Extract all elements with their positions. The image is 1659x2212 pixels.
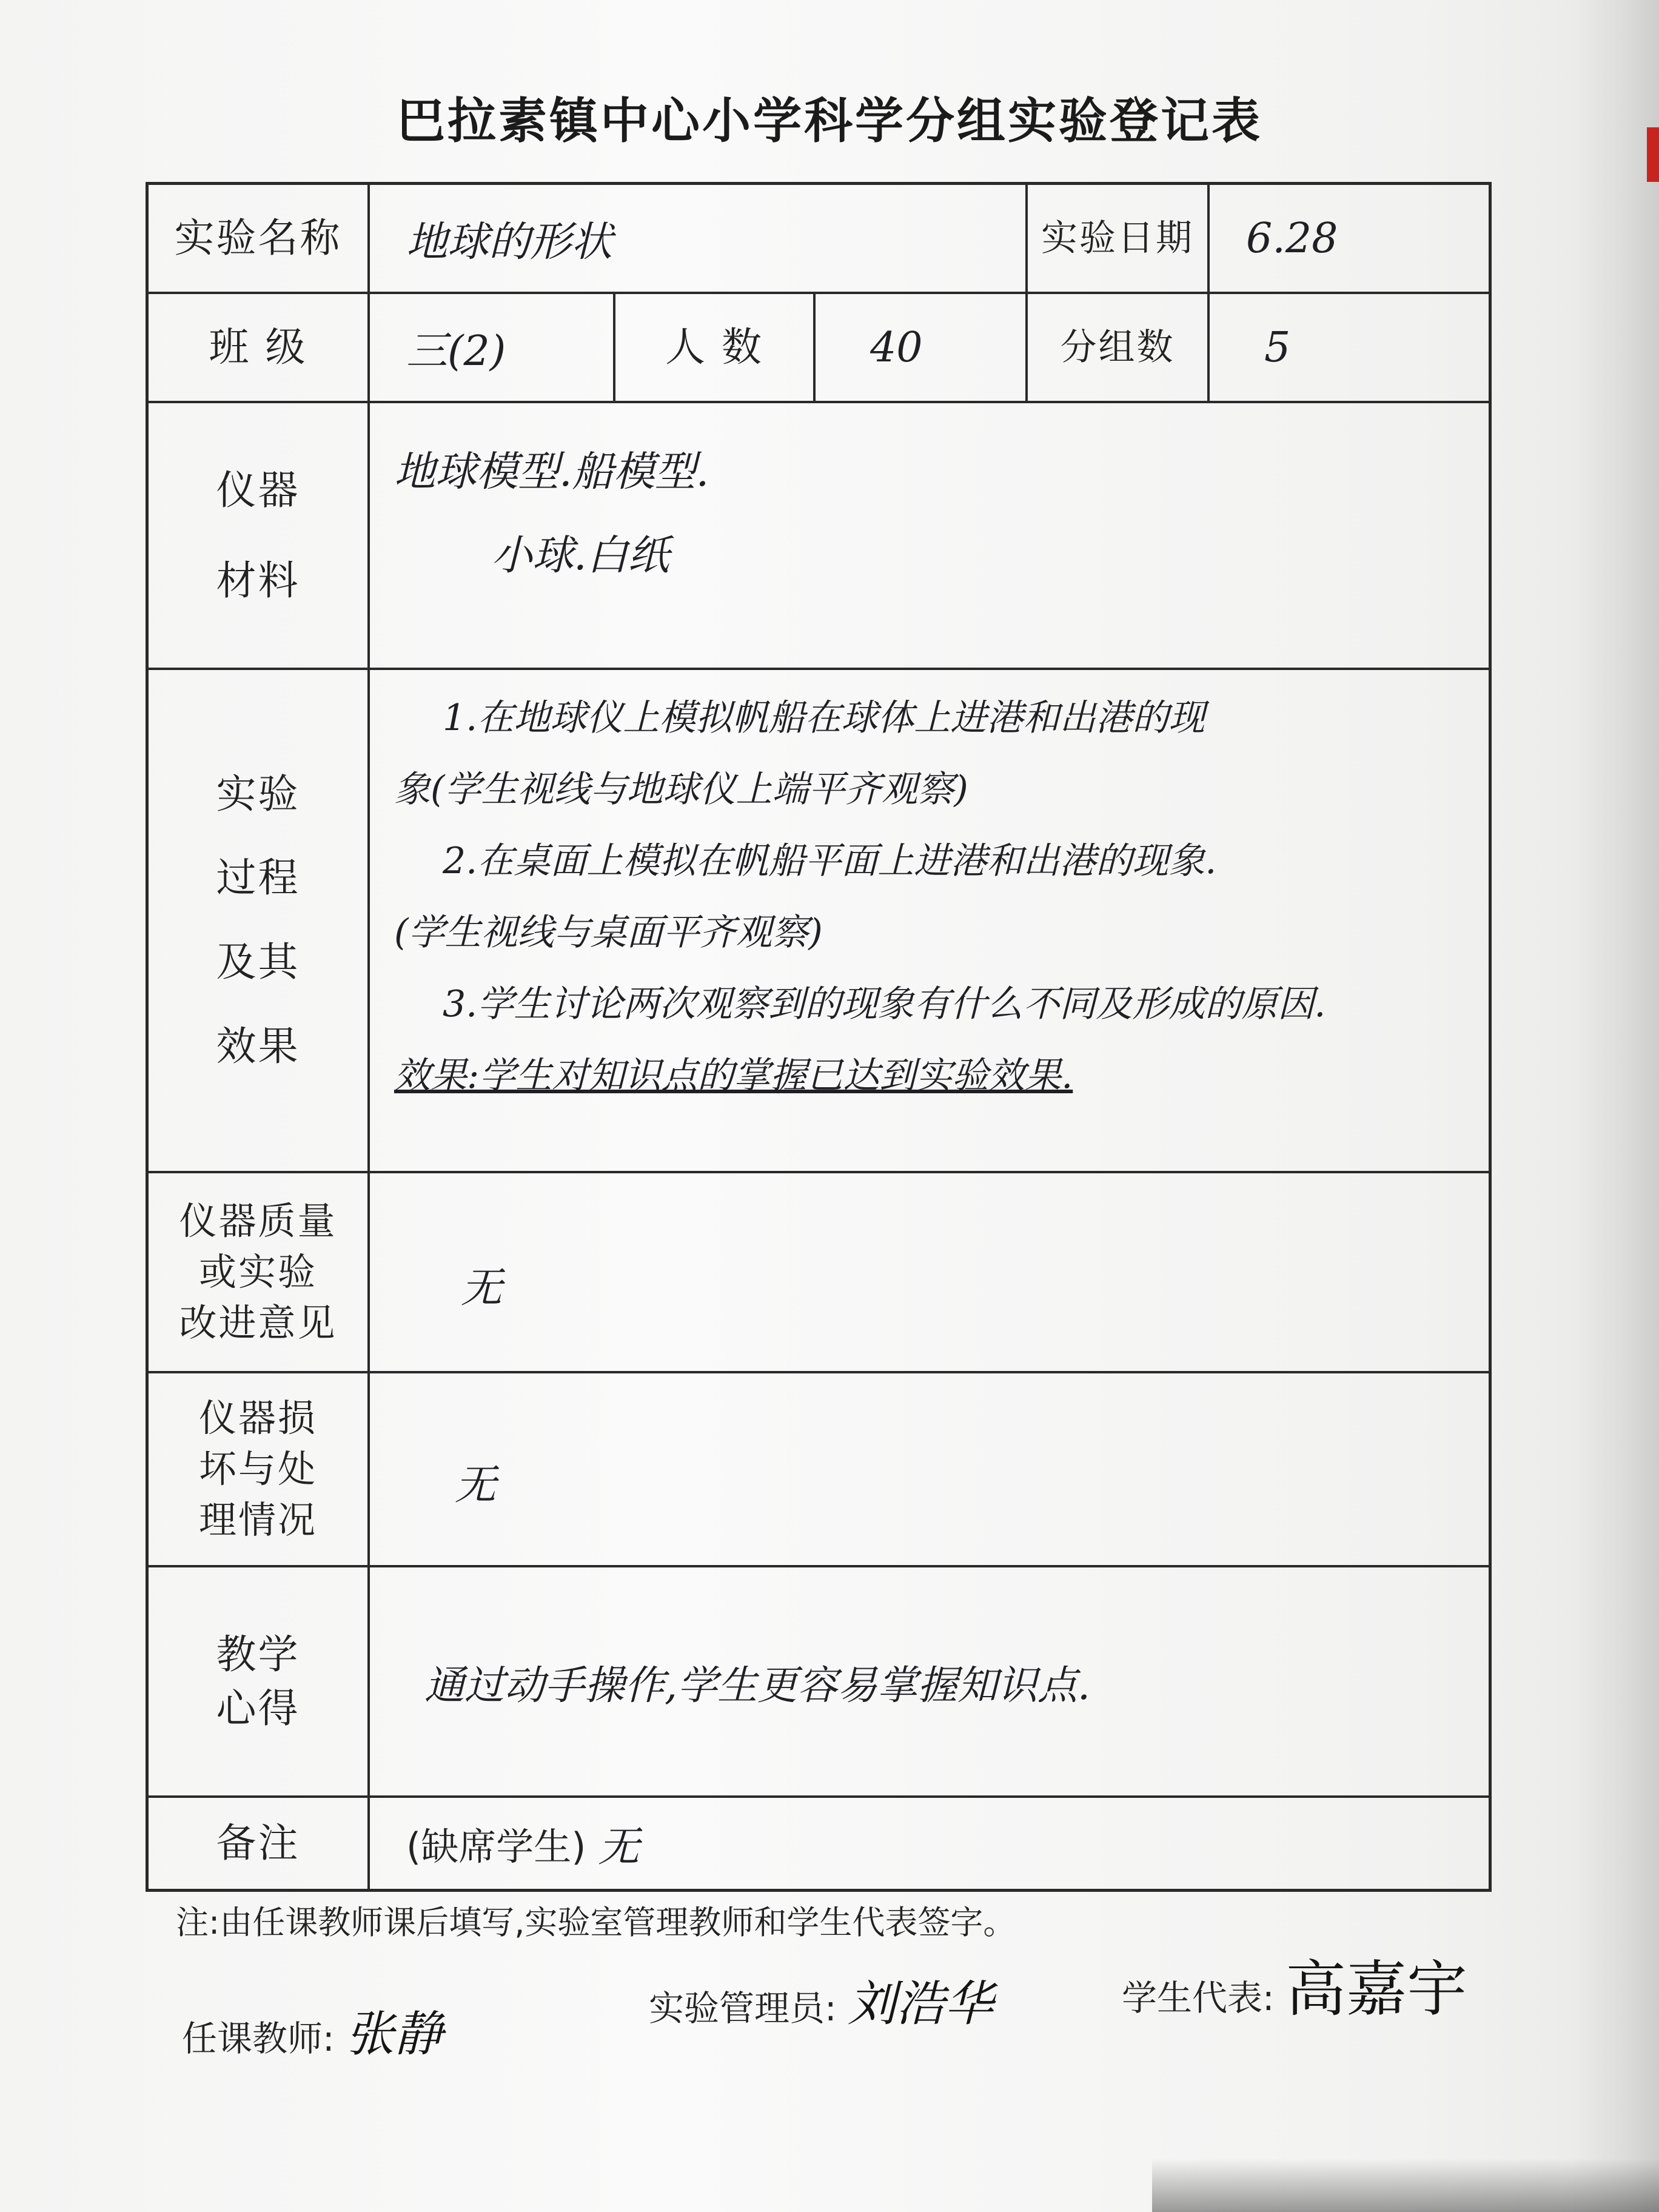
- teacher-label: 任课教师:: [182, 2018, 335, 2059]
- quality-value[interactable]: [370, 1173, 1489, 1371]
- experiment-date-value[interactable]: [1210, 185, 1489, 292]
- process-label-line-4: 效果: [216, 1022, 300, 1070]
- form-title: 巴拉素镇中心小学科学分组实验登记表: [397, 93, 1262, 149]
- materials-label-line-2: 材料: [216, 557, 300, 604]
- process-label: [149, 670, 370, 1171]
- row-class: [149, 294, 1489, 403]
- quality-label-line-3: 改进意见: [179, 1300, 337, 1345]
- materials-line-1: 地球模型.船模型.: [394, 448, 709, 496]
- groups-label: 分组数: [1028, 294, 1210, 401]
- process-line-4: (学生视线与桌面平齐观察): [394, 911, 823, 954]
- reflection-label: [149, 1567, 370, 1795]
- registration-table: [146, 182, 1492, 1892]
- teacher-signature[interactable]: 张静: [345, 2006, 443, 2062]
- process-label-line-2: 过程: [216, 854, 300, 902]
- student-rep-label: 学生代表:: [1122, 1977, 1275, 2019]
- process-label-line-3: 及其: [216, 939, 300, 985]
- materials-value[interactable]: [370, 403, 1489, 668]
- reflection-label-line-2: 心得: [216, 1685, 300, 1732]
- process-effect: 效果:学生对知识点的掌握已达到实验效果.: [394, 1054, 1073, 1097]
- class-label: 班 级: [149, 294, 370, 401]
- materials-label-line-1: 仪器: [216, 466, 300, 514]
- damage-value[interactable]: [370, 1373, 1489, 1565]
- damage-text: 无: [455, 1461, 497, 1509]
- row-quality: [149, 1173, 1489, 1373]
- headcount-text: 40: [870, 323, 923, 372]
- row-process: [149, 670, 1489, 1173]
- process-line-2: 象(学生视线与地球仪上端平齐观察): [394, 768, 968, 811]
- headcount-label: 人 数: [615, 294, 816, 401]
- quality-label-line-1: 仪器质量: [179, 1199, 337, 1244]
- headcount-value[interactable]: [816, 294, 1028, 401]
- experiment-date-label: 实验日期: [1028, 185, 1210, 292]
- remarks-prefix: (缺席学生): [406, 1824, 586, 1869]
- process-line-1: 1.在地球仪上模拟帆船在球体上进港和出港的现: [443, 697, 1205, 739]
- row-reflection: [149, 1567, 1489, 1798]
- damage-label-line-1: 仪器损: [198, 1396, 317, 1441]
- materials-line-2: 小球.白纸: [491, 532, 669, 580]
- quality-text: 无: [461, 1264, 503, 1312]
- damage-label: [149, 1373, 370, 1565]
- reflection-value[interactable]: [370, 1567, 1489, 1795]
- experiment-date-text: 6.28: [1246, 214, 1338, 263]
- row-remarks: [149, 1798, 1489, 1889]
- process-value[interactable]: [370, 670, 1489, 1171]
- student-rep-signature-field: [1122, 1940, 1467, 2028]
- experiment-name-text: 地球的形状: [406, 218, 613, 266]
- teacher-signature-field: [182, 1995, 443, 2065]
- process-line-3: 2.在桌面上模拟在帆船平面上进港和出港的现象.: [443, 840, 1217, 882]
- experiment-name-value[interactable]: [370, 185, 1028, 292]
- row-materials: [149, 403, 1489, 670]
- lab-manager-label: 实验管理员:: [649, 1988, 837, 2029]
- student-rep-signature[interactable]: 高嘉宇: [1285, 1954, 1467, 2025]
- row-damage: [149, 1373, 1489, 1567]
- row-experiment-name: [149, 185, 1489, 294]
- remarks-label: 备注: [149, 1798, 370, 1889]
- footer-note: 注:由任课教师课后填写,实验室管理教师和学生代表签字。: [176, 1903, 1016, 1942]
- remarks-value[interactable]: [370, 1798, 1489, 1889]
- reflection-label-line-1: 教学: [216, 1631, 300, 1678]
- groups-text: 5: [1264, 323, 1291, 372]
- lab-manager-signature-field: [649, 1965, 993, 2034]
- quality-label-line-2: 或实验: [198, 1250, 317, 1295]
- lab-manager-signature[interactable]: 刘浩华: [847, 1976, 993, 2032]
- experiment-name-label: 实验名称: [149, 185, 370, 292]
- process-label-line-1: 实验: [216, 770, 300, 817]
- damage-label-line-3: 理情况: [198, 1497, 317, 1542]
- process-line-5: 3.学生讨论两次观察到的现象有什么不同及形成的原因.: [443, 983, 1326, 1025]
- groups-value[interactable]: [1210, 294, 1489, 401]
- quality-label: [149, 1173, 370, 1371]
- bottom-shadow: [1152, 2159, 1659, 2212]
- remarks-text: 无: [598, 1823, 640, 1871]
- materials-label: [149, 403, 370, 668]
- class-text: 三(2): [406, 327, 506, 375]
- page-edge-shadow: [1570, 0, 1659, 2212]
- damage-label-line-2: 坏与处: [198, 1447, 317, 1492]
- reflection-text: 通过动手操作,学生更容易掌握知识点.: [424, 1661, 1090, 1709]
- class-value[interactable]: [370, 294, 615, 401]
